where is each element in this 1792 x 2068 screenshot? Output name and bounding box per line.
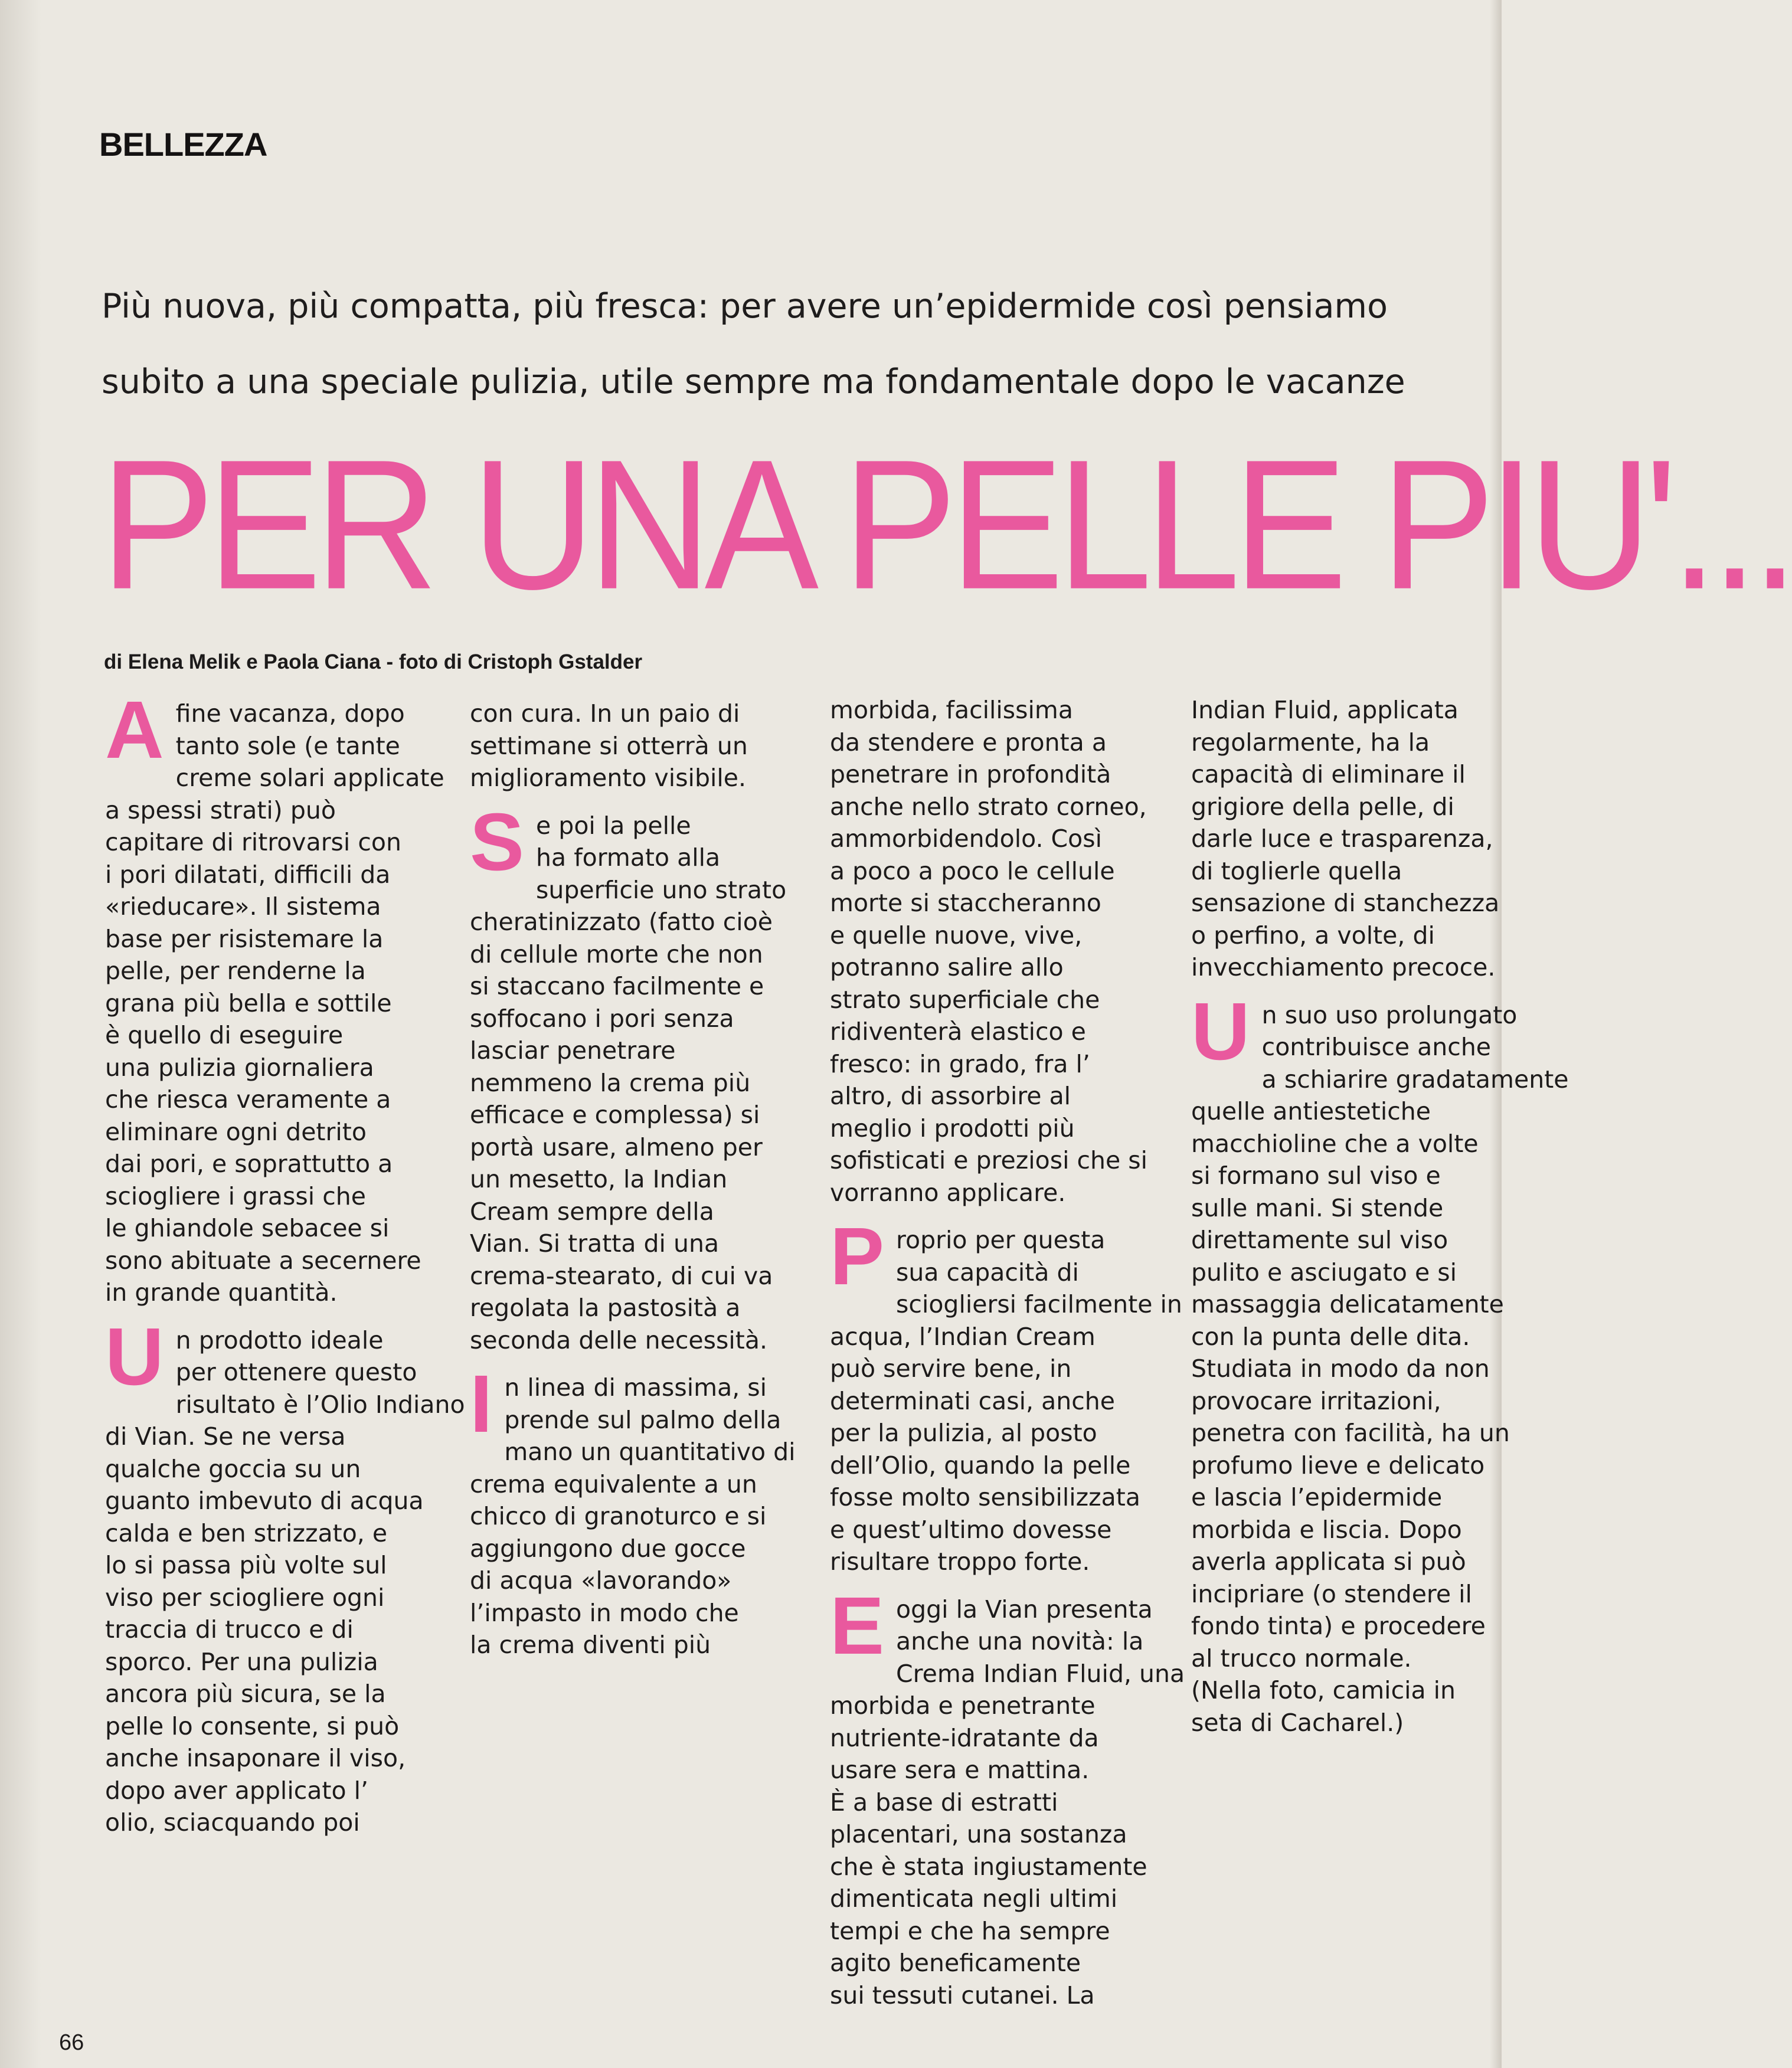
text-line: risultato è l’Olio Indiano — [175, 1390, 465, 1419]
text-line: sofisticati e preziosi che si — [830, 1146, 1148, 1174]
article-column-3 — [830, 694, 1185, 2011]
text-line: a spessi strati) può — [105, 796, 336, 824]
text-line: tempi e che ha sempre — [830, 1916, 1110, 1945]
text-line: agito beneficamente — [830, 1949, 1081, 1977]
text-line: la crema diventi più — [470, 1631, 711, 1659]
text-line: da stendere e pronta a — [830, 728, 1107, 757]
text-line: soffocano i pori senza — [470, 1004, 734, 1033]
text-line: vorranno applicare. — [830, 1178, 1066, 1207]
text-line: in grande quantità. — [105, 1278, 338, 1307]
text-line: pelle, per renderne la — [105, 957, 366, 985]
text-line: qualche goccia su un — [105, 1454, 361, 1483]
text-line: le ghiandole sebacee si — [105, 1214, 390, 1242]
text-line: altro, di assorbire al — [830, 1082, 1071, 1110]
text-line: Cream sempre della — [470, 1197, 714, 1226]
text-line: a schiarire gradatamente — [1261, 1065, 1569, 1094]
text-line: sensazione di stanchezza — [1191, 889, 1500, 917]
text-line: è quello di eseguire — [105, 1021, 344, 1049]
text-line: dopo aver applicato l’ — [105, 1776, 368, 1805]
text-line: miglioramento visibile. — [470, 764, 747, 792]
text-line: «rieducare». Il sistema — [105, 892, 381, 921]
text-line: penetrare in profondità — [830, 760, 1111, 788]
text-line: roprio per questa — [896, 1226, 1106, 1254]
text-line: di Vian. Se ne versa — [105, 1422, 346, 1451]
text-line: creme solari applicate — [175, 764, 444, 792]
text-line: oggi la Vian presenta — [896, 1595, 1153, 1624]
article-column-1 — [105, 685, 465, 1839]
text-line: quelle antiestetiche — [1191, 1097, 1431, 1125]
text-line: fosse molto sensibilizzata — [830, 1483, 1140, 1511]
text-line: per la pulizia, al posto — [830, 1419, 1097, 1447]
text-line: tanto sole (e tante — [175, 731, 400, 760]
text-line: calda e ben strizzato, e — [105, 1519, 388, 1547]
text-line: eliminare ogni detrito — [105, 1117, 367, 1146]
text-line: ancora più sicura, se la — [105, 1680, 386, 1708]
article-column-4 — [1191, 694, 1569, 1739]
text-line: direttamente sul viso — [1191, 1226, 1448, 1254]
text-line: che è stata ingiustamente — [830, 1852, 1147, 1881]
text-line: e quelle nuove, vive, — [830, 921, 1083, 950]
text-line: di toglierle quella — [1191, 856, 1402, 885]
text-line: i pori dilatati, difficili da — [105, 860, 391, 889]
drop-cap: S — [470, 796, 525, 888]
text-line: traccia di trucco e di — [105, 1615, 354, 1644]
drop-cap: I — [470, 1359, 493, 1449]
text-line: e poi la pelle — [536, 811, 691, 840]
text-line: incipriare (o stendere il — [1191, 1579, 1472, 1608]
text-line: sporco. Per una pulizia — [105, 1647, 378, 1676]
text-line: ridiventerà elastico e — [830, 1017, 1086, 1046]
text-line: anche insaponare il viso, — [105, 1744, 406, 1772]
text-line: base per risistemare la — [105, 924, 384, 953]
text-line: Studiata in modo da non — [1191, 1354, 1490, 1383]
text-line: nutriente-idratante da — [830, 1723, 1099, 1752]
paragraph — [830, 1211, 1182, 1578]
text-line: pelle lo consente, si può — [105, 1712, 400, 1740]
text-line: e lascia l’epidermide — [1191, 1483, 1443, 1511]
paragraph — [1191, 986, 1569, 1739]
text-line: fresco: in grado, fra l’ — [830, 1049, 1090, 1078]
paragraph — [830, 1580, 1185, 2012]
text-line: ammorbidendolo. Così — [830, 824, 1102, 853]
text-line: con cura. In un paio di — [470, 699, 740, 728]
text-line: guanto imbevuto di acqua — [105, 1487, 424, 1515]
text-line: usare sera e mattina. — [830, 1756, 1090, 1784]
text-line: mano un quantitativo di — [504, 1438, 796, 1466]
text-line: placentari, una sostanza — [830, 1820, 1127, 1848]
text-line: chicco di granoturco e si — [470, 1502, 767, 1530]
text-line: efficace e complessa) si — [470, 1101, 760, 1129]
text-line: Vian. Si tratta di una — [470, 1229, 720, 1258]
text-line: che riesca veramente a — [105, 1085, 391, 1114]
text-line: dimenticata negli ultimi — [830, 1884, 1118, 1913]
paragraph — [470, 796, 800, 1357]
text-line: regolarmente, ha la — [1191, 728, 1430, 757]
byline-credits: di Elena Melik e Paola Ciana - foto di Cristoph Gstalder — [104, 650, 643, 673]
text-line: contribuisce anche — [1261, 1033, 1492, 1061]
text-line: nemmeno la crema più — [470, 1068, 751, 1097]
text-line: massaggia delicatamente — [1191, 1290, 1504, 1318]
text-line: n prodotto ideale — [175, 1326, 384, 1354]
text-line: anche nello strato corneo, — [830, 792, 1147, 821]
text-line: superficie uno strato — [536, 875, 787, 904]
text-line: di acqua «lavorando» — [470, 1566, 732, 1595]
article-column-2 — [470, 698, 800, 1661]
text-line: al trucco normale. — [1191, 1644, 1412, 1673]
text-line: profumo lieve e delicato — [1191, 1451, 1485, 1480]
text-line: seta di Cacharel.) — [1191, 1708, 1404, 1737]
text-line: morbida e liscia. Dopo — [1191, 1515, 1462, 1544]
page-number: 66 — [59, 2030, 84, 2055]
text-line: Crema Indian Fluid, una — [896, 1659, 1185, 1688]
text-line: viso per sciogliere ogni — [105, 1583, 385, 1612]
text-line: settimane si otterrà un — [470, 731, 748, 760]
text-line: penetra con facilità, ha un — [1191, 1419, 1510, 1447]
text-line: darle luce e trasparenza, — [1191, 824, 1493, 853]
text-line: sono abituate a secernere — [105, 1246, 421, 1275]
text-line: portà usare, almeno per — [470, 1133, 763, 1161]
text-line: sciogliersi facilmente in — [896, 1290, 1182, 1318]
text-line: invecchiamento precoce. — [1191, 953, 1496, 981]
text-line: acqua, l’Indian Cream — [830, 1322, 1096, 1351]
section-label: BELLEZZA — [99, 126, 267, 163]
text-line: sua capacità di — [896, 1258, 1079, 1287]
text-line: risultare troppo forte. — [830, 1547, 1090, 1576]
text-line: può servire bene, in — [830, 1354, 1072, 1383]
paragraph — [105, 685, 444, 1309]
text-line: strato superficiale che — [830, 985, 1100, 1014]
text-line: meglio i prodotti più — [830, 1114, 1075, 1143]
text-line: olio, sciacquando poi — [105, 1808, 360, 1837]
text-line: si formano sul viso e — [1191, 1161, 1441, 1190]
text-line: fondo tinta) e procedere — [1191, 1612, 1486, 1640]
text-line: lo si passa più volte sul — [105, 1551, 387, 1579]
text-line: capitare di ritrovarsi con — [105, 828, 401, 856]
text-line: un mesetto, la Indian — [470, 1165, 728, 1193]
drop-cap: U — [105, 1311, 164, 1402]
text-line: morte si staccheranno — [830, 889, 1101, 917]
text-line: prende sul palmo della — [504, 1405, 781, 1434]
text-line: per ottenere questo — [175, 1358, 417, 1386]
paragraph — [1191, 694, 1498, 984]
text-line: grigiore della pelle, di — [1191, 792, 1454, 821]
text-line: determinati casi, anche — [830, 1386, 1115, 1415]
text-line: l’impasto in modo che — [470, 1598, 739, 1627]
text-line: seconda delle necessità. — [470, 1326, 767, 1354]
text-line: una pulizia giornaliera — [105, 1053, 374, 1082]
drop-cap: P — [830, 1211, 885, 1302]
text-line: aggiungono due gocce — [470, 1534, 746, 1563]
text-line: fine vacanza, dopo — [175, 699, 405, 728]
text-line: a poco a poco le cellule — [830, 856, 1115, 885]
text-line: sciogliere i grassi che — [105, 1182, 366, 1210]
text-line: morbida e penetrante — [830, 1691, 1096, 1720]
text-line: si staccano facilmente e — [470, 972, 764, 1000]
text-line: È a base di estratti — [830, 1788, 1058, 1817]
standfirst — [102, 269, 1502, 420]
text-line: n suo uso prolungato — [1261, 1000, 1518, 1029]
text-line: di cellule morte che non — [470, 940, 763, 968]
paragraph — [830, 694, 1166, 1209]
text-line: sui tessuti cutanei. La — [830, 1981, 1095, 2010]
text-line: capacità di eliminare il — [1191, 760, 1466, 788]
standfirst-line: Più nuova, più compatta, più fresca: per avere un’epidermide così pensiamo — [102, 287, 1388, 326]
paragraph — [105, 1311, 465, 1839]
text-line: macchioline che a volte — [1191, 1129, 1479, 1158]
text-line: crema-stearato, di cui va — [470, 1261, 773, 1290]
drop-cap: E — [830, 1580, 885, 1671]
text-line: morbida, facilissima — [830, 696, 1073, 724]
headline: PER UNA PELLE PIU'... — [100, 421, 1792, 628]
text-line: averla applicata si può — [1191, 1547, 1466, 1576]
text-line: anche una novità: la — [896, 1627, 1144, 1655]
text-line: dell’Olio, quando la pelle — [830, 1451, 1131, 1480]
text-line: crema equivalente a un — [470, 1470, 757, 1498]
drop-cap: A — [105, 685, 164, 775]
text-line: pulito e asciugato e si — [1191, 1258, 1457, 1287]
text-line: lasciar penetrare — [470, 1036, 676, 1065]
text-line: Indian Fluid, applicata — [1191, 696, 1459, 724]
text-line: cheratinizzato (fatto cioè — [470, 908, 773, 936]
text-line: regolata la pastosità a — [470, 1294, 741, 1322]
page-left-edge — [0, 0, 41, 2068]
text-line: ha formato alla — [536, 843, 721, 872]
text-line: potranno salire allo — [830, 953, 1064, 981]
text-line: n linea di massima, si — [504, 1373, 767, 1402]
text-line: grana più bella e sottile — [105, 989, 392, 1017]
text-line: provocare irritazioni, — [1191, 1386, 1441, 1415]
text-line: dai pori, e soprattutto a — [105, 1150, 393, 1178]
text-line: o perfino, a volte, di — [1191, 921, 1435, 950]
paragraph — [470, 1359, 800, 1661]
text-line: (Nella foto, camicia in — [1191, 1676, 1456, 1704]
drop-cap: U — [1191, 986, 1250, 1077]
standfirst-line: subito a una speciale pulizia, utile sempre ma fondamentale dopo le vacanze — [102, 362, 1405, 401]
text-line: con la punta delle dita. — [1191, 1322, 1470, 1351]
text-line: e quest’ultimo dovesse — [830, 1515, 1112, 1544]
text-line: sulle mani. Si stende — [1191, 1193, 1444, 1222]
paragraph — [470, 698, 800, 794]
